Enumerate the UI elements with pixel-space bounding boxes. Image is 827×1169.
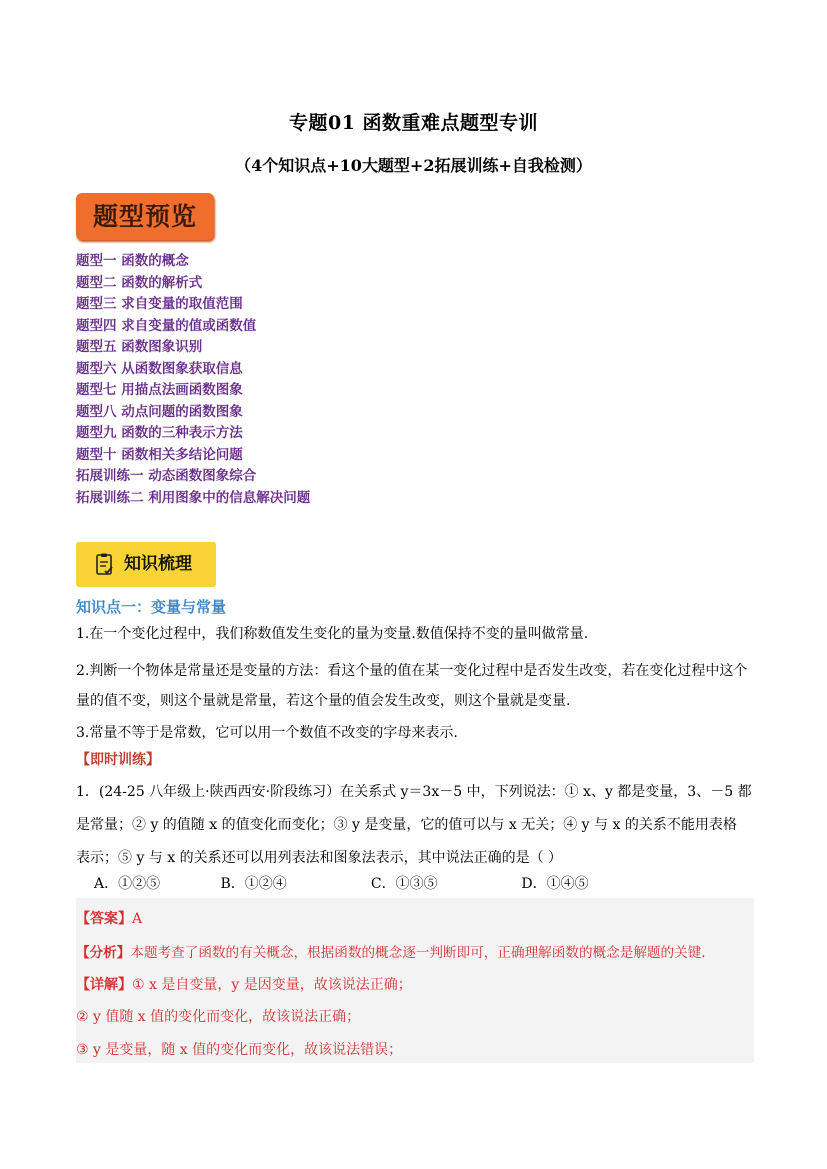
toc-item[interactable]: 题型五 函数图象识别	[76, 339, 203, 355]
knowledge-banner-label: 知识梳理	[124, 554, 192, 574]
detail-text: ① x 是自变量，y 是因变量，故该说法正确；	[132, 977, 412, 993]
preview-banner	[76, 193, 214, 240]
question	[76, 776, 756, 875]
detail-line	[76, 974, 412, 994]
page-subtitle: （4个知识点+10大题型+2拓展训练+自我检测）	[235, 156, 592, 175]
preview-banner-label: 题型预览	[92, 202, 197, 231]
toc-item[interactable]: 拓展训练二 利用图象中的信息解决问题	[76, 489, 311, 506]
analysis-text: 本题考查了函数的有关概念，根据函数的概念逐一判断即可，正确理解函数的概念是解题的关键.	[130, 945, 706, 961]
options-row	[94, 873, 589, 893]
toc-item[interactable]: 题型二 函数的解析式	[76, 274, 203, 291]
section-heading: 知识点一：变量与常量	[76, 598, 227, 616]
analysis-line	[76, 941, 706, 961]
toc-item[interactable]: 题型八 动点问题的函数图象	[76, 403, 243, 420]
toc-item[interactable]: 题型一 函数的概念	[76, 253, 189, 269]
toc-item[interactable]: 题型四 求自变量的值或函数值	[76, 317, 257, 334]
detail-line: ③ y 是变量，随 x 值的变化而变化，故该说法错误；	[76, 1042, 403, 1058]
knowledge-point: 3.常量不等于是常数，它可以用一个数值不改变的字母来表示.	[76, 725, 458, 741]
question-line: 1．(24-25 八年级上·陕西西安·阶段练习）在关系式 y＝3x－5 中，下列说法：① x、y 都是变量，3、－5 都	[76, 784, 752, 800]
toc-list	[76, 251, 310, 509]
knowledge-point: 1.在一个变化过程中，我们称数值发生变化的量为变量.数值保持不变的量叫做常量.	[76, 626, 589, 642]
toc-item[interactable]: 题型九 函数的三种表示方法	[76, 425, 243, 441]
page-title: 专题01 函数重难点题型专训	[288, 112, 539, 134]
toc-item[interactable]: 题型六 从函数图象获取信息	[76, 360, 243, 377]
answer-line	[76, 908, 142, 928]
knowledge-point: 2.判断一个物体是常量还是变量的方法：看这个量的值在某一变化过程中是否发生改变，若在变化过程中这个量的值不变，则这个量就是常量，若这个量的值会发生改变，则这个量就是变量.	[76, 663, 748, 709]
training-label: 【即时训练】	[76, 752, 160, 768]
detail-tag: 【详解】	[76, 977, 132, 993]
option-a[interactable]: A．①②⑤	[94, 876, 161, 892]
answer-value: A	[132, 911, 143, 927]
question-line: 是常量；② y 的值随 x 的值变化而变化；③ y 是变量，它的值可以与 x 无关；④ y 与 x 的关系不能用表格	[76, 817, 737, 833]
detail-line: ② y 值随 x 值的变化而变化，故该说法正确；	[76, 1009, 361, 1025]
question-line: 表示；⑤ y 与 x 的关系还可以用列表法和图象法表示，其中说法正确的是（ ）	[76, 850, 563, 866]
answer-tag: 【答案】	[76, 911, 132, 927]
option-c[interactable]: C．①③⑤	[370, 876, 438, 892]
toc-item[interactable]: 题型七 用描点法画函数图象	[76, 382, 243, 398]
toc-item[interactable]: 拓展训练一 动态函数图象综合	[76, 468, 257, 484]
toc-item[interactable]: 题型十 函数相关多结论问题	[76, 446, 243, 463]
analysis-tag: 【分析】	[76, 945, 131, 961]
knowledge-banner	[76, 542, 216, 587]
checklist-icon	[96, 553, 114, 576]
option-d[interactable]: D．①④⑤	[521, 876, 589, 892]
option-b[interactable]: B．①②④	[220, 876, 287, 892]
toc-item[interactable]: 题型三 求自变量的取值范围	[76, 296, 243, 312]
